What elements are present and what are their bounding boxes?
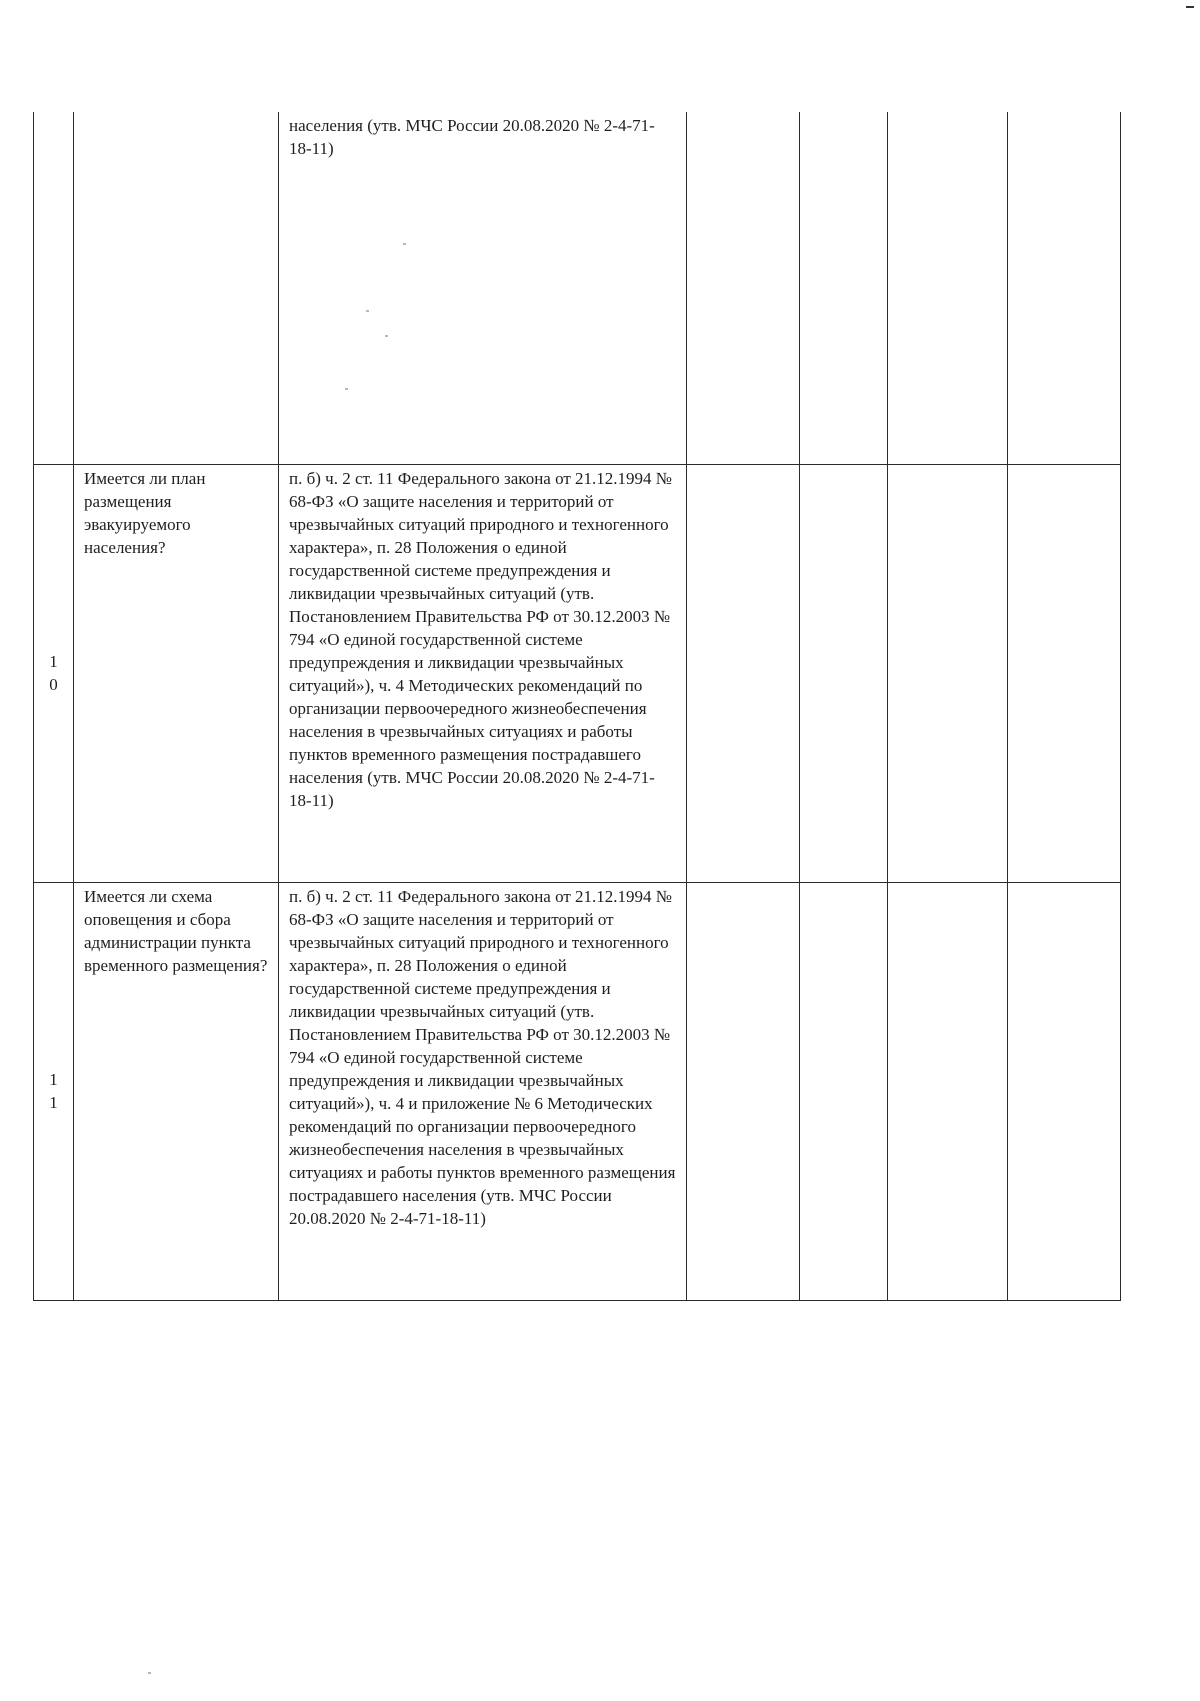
note-cell (1008, 882, 1121, 1300)
answer-na-cell (888, 112, 1008, 464)
checklist-table (33, 112, 1121, 1301)
note-cell (1008, 112, 1121, 464)
row-number-cell (34, 882, 74, 1300)
scan-speck (345, 388, 348, 390)
source-text: п. б) ч. 2 ст. 11 Федерального закона от 21.12.1994 № 68-ФЗ «О защите населения и территорий от чрезвычайных ситуаций природного и техногенного характера», п. 28 Положения о единой государственной системе предупреждения и ликвидации чрезвычайных ситуаций (утв. Постановлением Правительства РФ от 30.12.2003 № 794 «О единой государственной системе предупреждения и ликвидации чрезвычайных ситуаций»), ч. 4 и приложение № 6 Методических рекомендаций по организации первоочередного жизнеобеспечения населения в чрезвычайных ситуациях и работы пунктов временного размещения пострадавшего населения (утв. МЧС России 20.08.2020 № 2-4-71-18-11) (289, 886, 676, 1228)
row-number: 10 (49, 652, 58, 694)
question-cell (74, 112, 279, 464)
scan-mark (1186, 6, 1194, 8)
source-text: населения (утв. МЧС России 20.08.2020 № 2-4-71-18-11) (289, 116, 655, 158)
question-cell (74, 464, 279, 882)
scan-speck (366, 310, 369, 312)
answer-na-cell (888, 464, 1008, 882)
answer-yes-cell (687, 882, 800, 1300)
question-text: Имеется ли схема оповещения и сбора администрации пункта временного размещения? (84, 886, 268, 975)
source-cell (279, 464, 687, 882)
answer-yes-cell (687, 464, 800, 882)
answer-na-cell (888, 882, 1008, 1300)
note-cell (1008, 464, 1121, 882)
row-number: 11 (49, 1070, 58, 1112)
answer-yes-cell (687, 112, 800, 464)
row-number-cell (34, 464, 74, 882)
row-number-cell (34, 112, 74, 464)
answer-no-cell (800, 882, 888, 1300)
source-cell (279, 882, 687, 1300)
table-row (34, 112, 1121, 464)
scan-speck (148, 1672, 151, 1674)
answer-no-cell (800, 464, 888, 882)
scan-speck (385, 335, 388, 337)
question-cell (74, 882, 279, 1300)
source-cell (279, 112, 687, 464)
question-text: Имеется ли план размещения эвакуируемого населения? (84, 468, 206, 557)
answer-no-cell (800, 112, 888, 464)
source-text: п. б) ч. 2 ст. 11 Федерального закона от 21.12.1994 № 68-ФЗ «О защите населения и территорий от чрезвычайных ситуаций природного и техногенного характера», п. 28 Положения о единой государственной системе предупреждения и ликвидации чрезвычайных ситуаций (утв. Постановлением Правительства РФ от 30.12.2003 № 794 «О единой государственной системе предупреждения и ликвидации чрезвычайных ситуаций»), ч. 4 Методических рекомендаций по организации первоочередного жизнеобеспечения населения в чрезвычайных ситуациях и работы пунктов временного размещения пострадавшего населения (утв. МЧС России 20.08.2020 № 2-4-71-18-11) (289, 468, 673, 810)
table-row (34, 882, 1121, 1300)
scan-speck (403, 243, 406, 245)
table-row (34, 464, 1121, 882)
